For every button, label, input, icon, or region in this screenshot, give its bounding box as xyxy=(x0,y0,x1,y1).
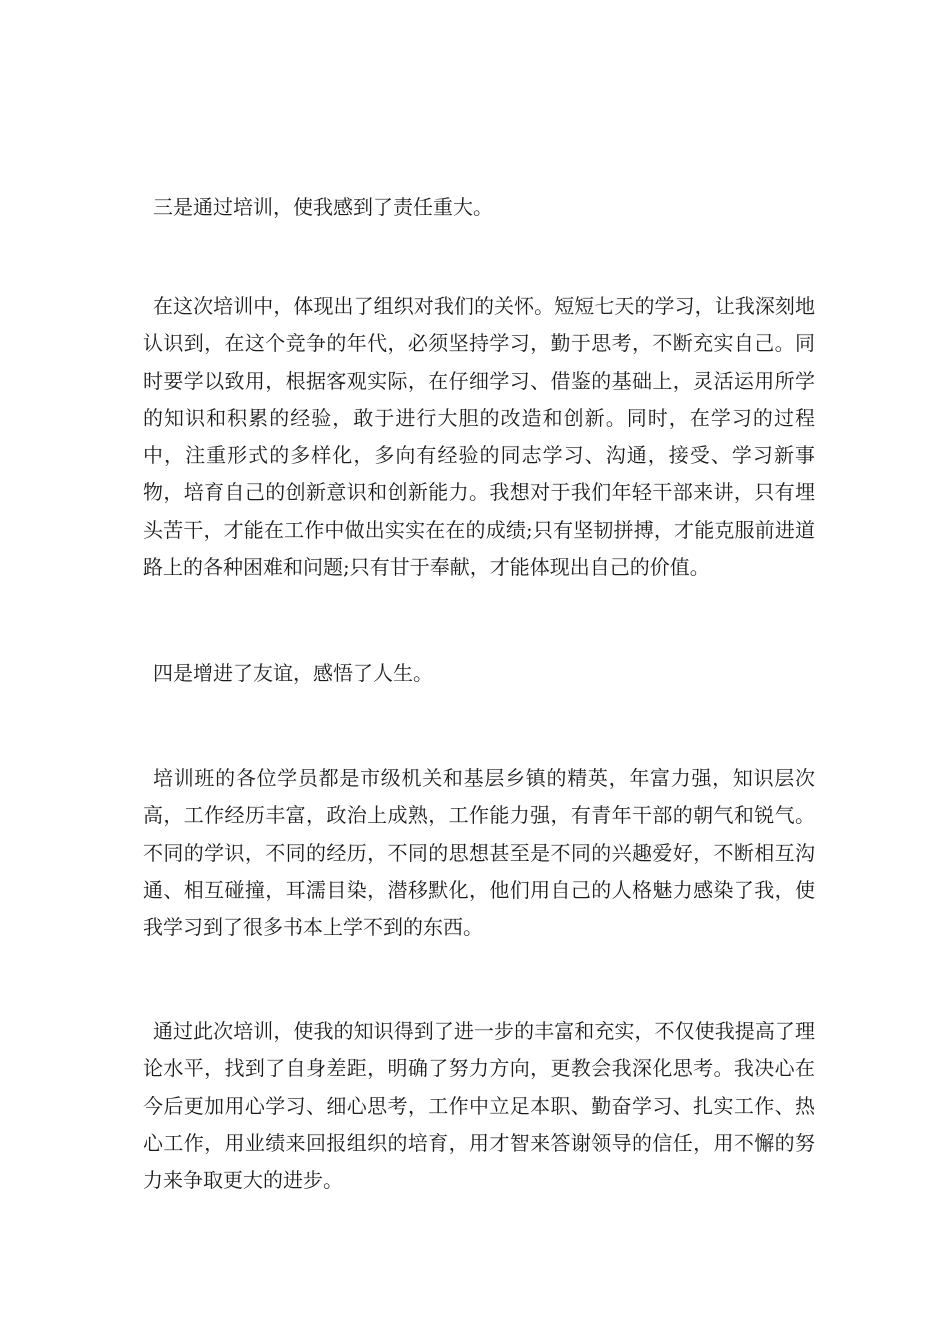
paragraph-point-three-heading: 三是通过培训，使我感到了责任重大。 xyxy=(153,195,493,219)
paragraph-point-four-body: 培训班的各位学员都是市级机关和基层乡镇的精英，年富力强，知识层次高，工作经历丰富，政治上成熟，工作能力强，有青年干部的朝气和锐气。不同的学识，不同的经历，不同的思想甚至是不同的兴趣爱好，不断相互沟通、相互碰撞，耳濡目染，潜移默化，他们用自己的人格魅力感染了我，使我学习到了很多书本上学不到的东西。 xyxy=(143,766,815,940)
paragraph-point-four-heading: 四是增进了友谊，感悟了人生。 xyxy=(153,661,433,685)
paragraph-point-three-body: 在这次培训中，体现出了组织对我们的关怀。短短七天的学习，让我深刻地认识到，在这个竞争的年代，必须坚持学习，勤于思考，不断充实自己。同时要学以致用，根据客观实际，在仔细学习、借鉴的基础上，灵活运用所学的知识和积累的经验，敢于进行大胆的改造和创新。同时，在学习的过程中，注重形式的多样化，多向有经验的同志学习、沟通，接受、学习新事物，培育自己的创新意识和创新能力。我想对于我们年轻干部来讲，只有埋头苦干，才能在工作中做出实实在在的成绩;只有坚韧拼搏，才能克服前进道路上的各种困难和问题;只有甘于奉献，才能体现出自己的价值。 xyxy=(143,294,815,580)
paragraph-conclusion: 通过此次培训，使我的知识得到了进一步的丰富和充实，不仅使我提高了理论水平，找到了自身差距，明确了努力方向，更教会我深化思考。我决心在今后更加用心学习、细心思考，工作中立足本职、勤奋学习、扎实工作、热心工作，用业绩来回报组织的培育，用才智来答谢领导的信任，用不懈的努力来争取更大的进步。 xyxy=(143,1019,815,1193)
